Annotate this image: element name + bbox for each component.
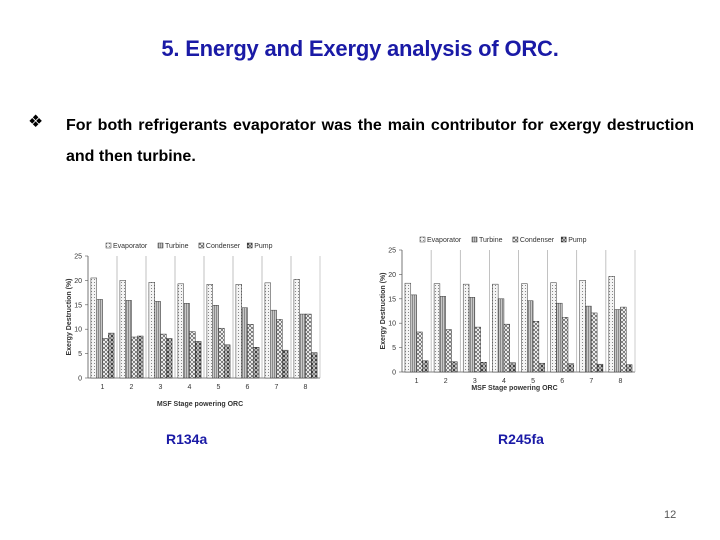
bar-condenser-stage-1	[417, 332, 423, 372]
bar-turbine-stage-1	[97, 299, 103, 378]
legend-swatch-pump	[247, 243, 252, 248]
chart-caption-r134a: R134a	[166, 431, 208, 447]
bar-evaporator-stage-3	[463, 284, 469, 372]
x-tick-label-4: 4	[501, 378, 506, 385]
x-tick-label-1: 1	[414, 378, 419, 385]
legend-swatch-turbine	[158, 243, 163, 248]
bar-pump-stage-1	[422, 361, 428, 372]
bar-condenser-stage-5	[219, 328, 225, 378]
bar-pump-stage-8	[311, 353, 317, 378]
y-tick-label-10: 10	[388, 320, 396, 328]
x-tick-label-3: 3	[158, 384, 163, 391]
bar-pump-stage-4	[195, 341, 201, 378]
bar-condenser-stage-6	[248, 324, 254, 378]
bar-turbine-stage-8	[300, 314, 306, 378]
chart-caption-r245fa: R245fa	[498, 431, 544, 447]
bar-evaporator-stage-4	[492, 284, 498, 372]
x-tick-label-8: 8	[303, 384, 308, 391]
bar-condenser-stage-2	[446, 330, 452, 372]
legend-label-pump: Pump	[568, 237, 587, 244]
bar-turbine-stage-2	[440, 296, 446, 372]
bar-evaporator-stage-7	[265, 283, 271, 378]
y-tick-label-20: 20	[388, 271, 396, 279]
legend-swatch-condenser	[199, 243, 204, 248]
legend-label-pump: Pump	[254, 243, 273, 250]
bar-turbine-stage-6	[242, 308, 248, 378]
bar-pump-stage-7	[282, 350, 288, 378]
bar-evaporator-stage-6	[236, 284, 242, 378]
legend-label-evaporator: Evaporator	[427, 237, 462, 244]
bar-turbine-stage-3	[155, 301, 161, 378]
x-tick-label-7: 7	[274, 384, 279, 391]
x-tick-label-3: 3	[472, 378, 477, 385]
legend-label-condenser: Condenser	[205, 243, 241, 250]
bar-turbine-stage-6	[556, 303, 562, 372]
exergy-chart-r134a	[58, 234, 328, 414]
y-tick-label-5: 5	[78, 351, 82, 359]
y-tick-label-0: 0	[392, 369, 396, 377]
bar-condenser-stage-3	[475, 327, 481, 372]
bar-condenser-stage-7	[591, 313, 597, 372]
bar-turbine-stage-7	[271, 310, 277, 378]
bar-pump-stage-6	[568, 364, 574, 372]
bar-pump-stage-3	[481, 362, 487, 372]
x-tick-label-5: 5	[216, 384, 221, 391]
x-tick-label-8: 8	[618, 378, 623, 385]
page-number: 12	[664, 509, 677, 521]
x-tick-label-2: 2	[129, 384, 134, 391]
bar-evaporator-stage-6	[551, 283, 557, 372]
bar-evaporator-stage-1	[405, 283, 411, 372]
bar-turbine-stage-1	[411, 295, 417, 372]
legend-swatch-pump	[561, 237, 566, 242]
bar-pump-stage-6	[253, 347, 259, 378]
bar-pump-stage-4	[510, 363, 516, 372]
bar-evaporator-stage-4	[178, 284, 184, 378]
bar-condenser-stage-5	[533, 321, 539, 372]
bar-condenser-stage-6	[562, 317, 568, 372]
x-axis-title: MSF Stage powering ORC	[471, 385, 558, 392]
bar-evaporator-stage-7	[580, 280, 586, 372]
bar-condenser-stage-1	[103, 338, 109, 378]
bar-turbine-stage-3	[469, 297, 475, 372]
x-tick-label-5: 5	[531, 378, 536, 385]
y-tick-label-15: 15	[74, 302, 82, 310]
bar-condenser-stage-3	[161, 334, 167, 378]
x-axis-title: MSF Stage powering ORC	[156, 401, 244, 408]
bar-evaporator-stage-1	[91, 278, 97, 378]
bar-pump-stage-1	[108, 333, 114, 378]
bar-evaporator-stage-5	[521, 284, 527, 372]
bar-pump-stage-2	[137, 336, 143, 378]
bar-pump-stage-5	[224, 345, 230, 378]
x-tick-label-1: 1	[100, 384, 105, 391]
y-tick-label-25: 25	[388, 247, 396, 255]
y-axis-title: Exergy Destruction (%)	[66, 278, 73, 356]
exergy-chart-r245fa	[372, 228, 642, 398]
bar-condenser-stage-7	[277, 319, 283, 378]
legend-label-evaporator: Evaporator	[113, 243, 148, 250]
bar-condenser-stage-2	[132, 337, 138, 378]
x-tick-label-4: 4	[187, 384, 192, 391]
bar-condenser-stage-4	[190, 332, 196, 378]
bar-evaporator-stage-3	[149, 282, 155, 378]
legend-label-condenser: Condenser	[519, 237, 555, 244]
bar-evaporator-stage-2	[120, 280, 126, 378]
legend-swatch-evaporator	[420, 237, 425, 242]
x-tick-label-6: 6	[245, 384, 250, 391]
bar-condenser-stage-4	[504, 324, 510, 372]
legend-swatch-condenser	[513, 237, 518, 242]
x-tick-label-6: 6	[560, 378, 565, 385]
bar-turbine-stage-5	[213, 305, 219, 378]
y-tick-label-10: 10	[74, 326, 82, 334]
bar-pump-stage-2	[451, 362, 457, 372]
diamond-bullet-icon: ❖	[28, 112, 44, 131]
bar-turbine-stage-4	[498, 299, 504, 372]
y-tick-label-15: 15	[388, 296, 396, 304]
bar-pump-stage-8	[626, 365, 632, 372]
bar-evaporator-stage-5	[207, 284, 213, 378]
y-axis-title: Exergy Destruction (%)	[380, 272, 387, 350]
bar-pump-stage-3	[166, 338, 172, 378]
slide-title: 5. Energy and Exergy analysis of ORC.	[161, 36, 559, 61]
y-tick-label-0: 0	[78, 375, 82, 383]
bar-condenser-stage-8	[306, 314, 312, 378]
bar-pump-stage-7	[597, 364, 603, 372]
bar-evaporator-stage-2	[434, 284, 440, 372]
y-tick-label-25: 25	[74, 253, 82, 261]
bar-condenser-stage-8	[620, 307, 626, 372]
bar-turbine-stage-7	[586, 306, 592, 372]
legend-label-turbine: Turbine	[479, 237, 503, 244]
bar-evaporator-stage-8	[294, 279, 300, 378]
y-tick-label-20: 20	[74, 277, 82, 285]
bar-turbine-stage-4	[184, 303, 190, 378]
legend-label-turbine: Turbine	[165, 243, 189, 250]
x-tick-label-7: 7	[589, 378, 594, 385]
bar-pump-stage-5	[539, 363, 545, 372]
bullet-text: For both refrigerants evaporator was the main contributor for exergy destruction and then turbine.	[66, 117, 694, 165]
y-tick-label-5: 5	[392, 345, 396, 353]
legend-swatch-turbine	[472, 237, 477, 242]
bar-turbine-stage-2	[126, 300, 132, 378]
bar-turbine-stage-8	[615, 310, 621, 372]
bar-evaporator-stage-8	[609, 276, 615, 372]
legend-swatch-evaporator	[106, 243, 111, 248]
x-tick-label-2: 2	[443, 378, 448, 385]
bar-turbine-stage-5	[527, 301, 533, 372]
